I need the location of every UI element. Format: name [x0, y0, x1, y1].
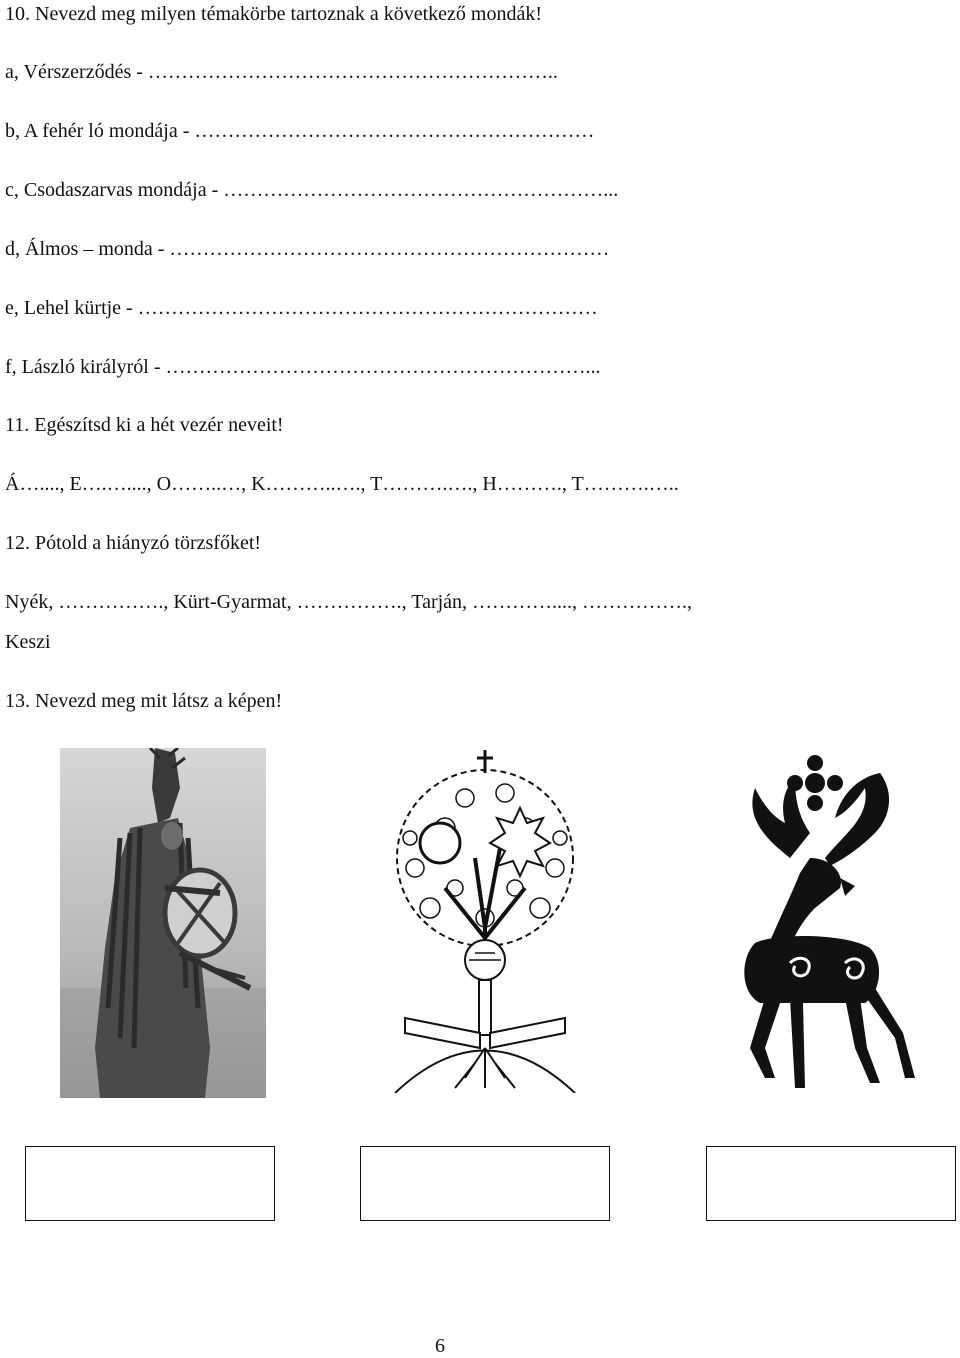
page-number: 6	[435, 1335, 445, 1357]
q11-title: 11. Egészítsd ki a hét vezér neveit!	[5, 414, 284, 436]
answer-box-3[interactable]	[706, 1146, 956, 1221]
q12-title: 12. Pótold a hiányzó törzsfőket!	[5, 532, 262, 554]
answer-box-1[interactable]	[25, 1146, 275, 1221]
stag-silhouette	[695, 748, 925, 1093]
q10-item-d: d, Álmos – monda - …………………………………………………………	[5, 238, 610, 260]
q10-item-b: b, A fehér ló mondája - ……………………………………………………	[5, 120, 595, 142]
answer-box-2[interactable]	[360, 1146, 610, 1221]
q12-answer-line: Nyék, ……………., Kürt-Gyarmat, ……………., Tarján, …………...., …………….,	[5, 591, 693, 613]
q12-answer-line-2: Keszi	[5, 631, 51, 653]
q10-item-f: f, László királyról - ………………………………………………………...	[5, 356, 601, 378]
q13-title: 13. Nevezd meg mit látsz a képen!	[5, 690, 283, 712]
shaman-photo	[60, 748, 266, 1098]
tree-of-life-drawing	[385, 748, 585, 1093]
q10-item-a: a, Vérszerződés - ……………………………………………………..	[5, 61, 558, 83]
q11-answer-line: Á…...., E….…...., O……..…, K………..…., T……….…., H………., T……….…..	[5, 473, 679, 495]
q10-title: 10. Nevezd meg milyen témakörbe tartoznak a következő mondák!	[5, 3, 543, 25]
q10-item-e: e, Lehel kürtje - ……………………………………………………………	[5, 297, 598, 319]
q10-item-c: c, Csodaszarvas mondája - …………………………………………………...	[5, 179, 619, 201]
